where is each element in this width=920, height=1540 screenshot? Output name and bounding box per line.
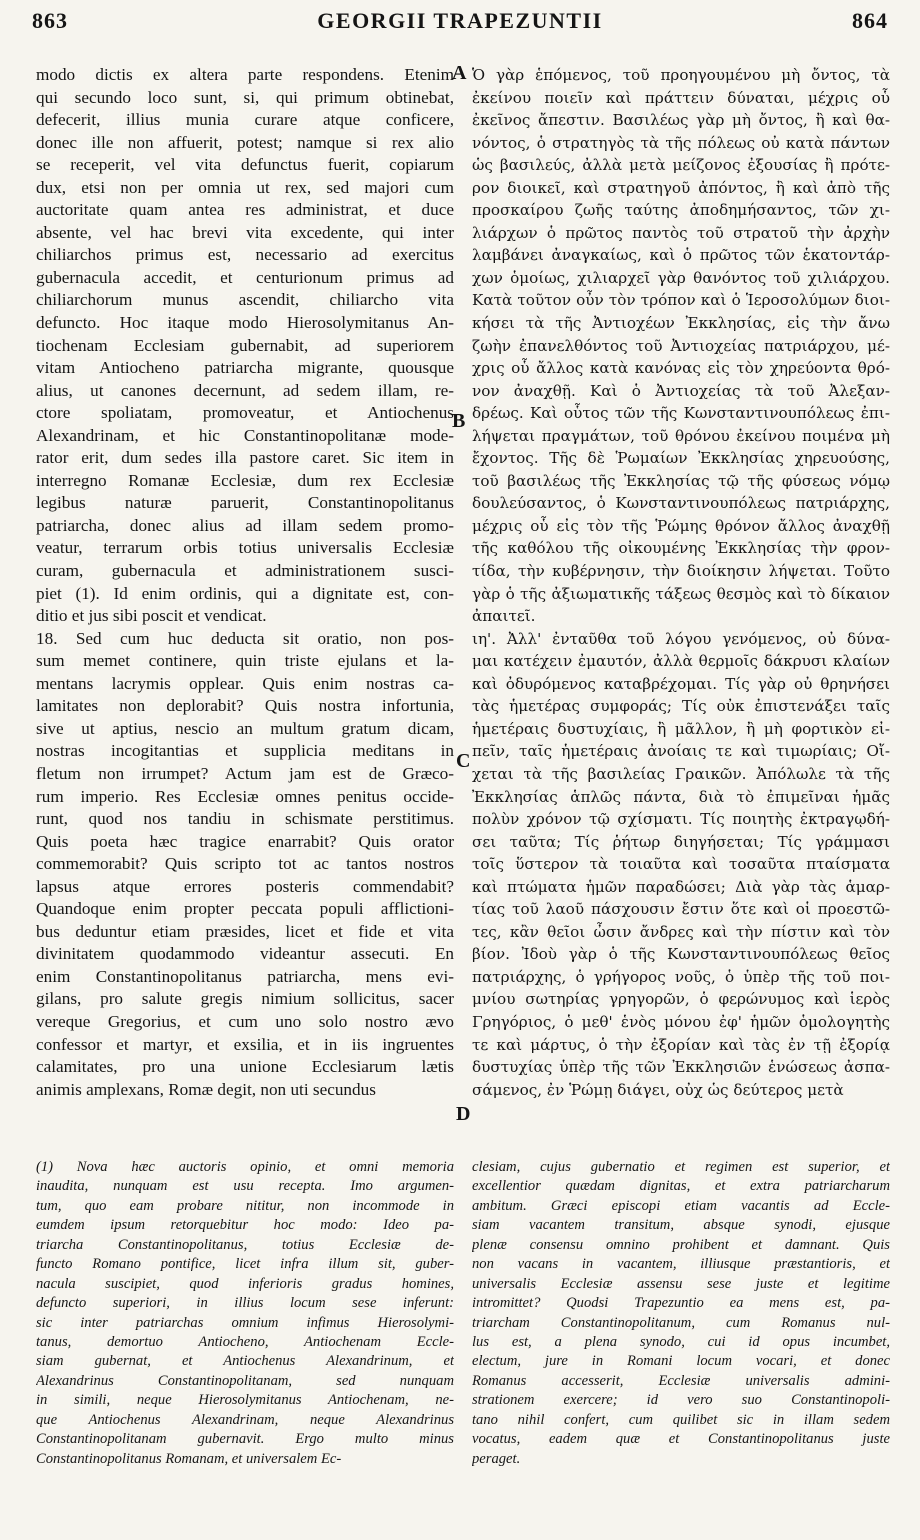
footnote-left-line: functo Romano pontifice, licet infra illum sit, guber- [36, 1256, 454, 1273]
greek-line: σάμενος, ἐν Ῥώμῃ διάγει, οὐχ ὡς δεύτερος μετὰ [472, 1080, 844, 1099]
greek-line: καὶ πτώματα ἡμῶν παραδώσει; Διὰ γὰρ τὰς ἁμαρ- [472, 877, 890, 896]
footnote-left-line: Alexandrinus Constantinopolitanam, sed nunquam [36, 1372, 454, 1389]
greek-line: νόντος, ὁ στρατηγὸς τὰ τῆς πόλεως οὐ κατὰ πάντων [472, 133, 890, 152]
latin-line: confessor et martyr, et exsilia, et in iis ingruentes [36, 1034, 454, 1054]
greek-line: μέχρις οὗ εἰς τὸν τῆς Ῥώμης θρόνον ἄλλος ἀναχθῇ [472, 516, 890, 535]
latin-line: patriarcha, donec alius ad illam sedem promo- [36, 515, 454, 535]
greek-line: πατριάρχης, ὁ γρήγορος νοῦς, ὁ ὑπὲρ τῆς τοῦ ποι- [472, 967, 890, 986]
margin-letter-b: B [452, 410, 466, 432]
greek-line: ἡμετέραις δυστυχίαις, ἢ μᾶλλον, ἢ μὴ φορτικὸν εἰ- [472, 719, 890, 738]
latin-line: veatur, terrarum orbis totius universalis Ecclesiæ [36, 538, 454, 558]
footnote-left-line: nacula suscipiet, quod inferioris gradus homines, [36, 1275, 454, 1292]
latin-line: se receperit, vel vita defunctus fuerit, copiarum [36, 155, 454, 175]
footnote-left-line: defuncto superiori, in illius locum sese inferunt: [36, 1295, 454, 1312]
greek-line: Ὁ γὰρ ἑπόμενος, τοῦ προηγουμένου μὴ ὄντος, τὰ [472, 66, 890, 84]
latin-line: animis amplexans, Romæ degit, non uti secundus [36, 1079, 376, 1099]
greek-line: ὡς βασιλεύς, ἀλλὰ μετὰ μείζονος ἐξουσίας ἢ πρότε- [472, 156, 890, 175]
footnote-left-line: que Antiochenus Alexandrinam, neque Alexandrinus [36, 1411, 454, 1428]
footnote-right-line: tano nihil confert, cum quilibet sic in illam sedem [472, 1411, 890, 1428]
latin-line: modo dictis ex altera parte respondens. Etenim [36, 65, 454, 84]
greek-line: δρέως. Καὶ οὗτος τῶν τῆς Κωνσταντινουπόλεως ἐπι- [472, 404, 890, 423]
greek-line: τες, κἂν θεῖοι ὦσιν ἄνδρες καὶ τὴν πίστιν καὶ τὸν [472, 922, 890, 941]
greek-line: μαι κατέχειν ἐμαυτόν, ἀλλὰ θερμοῖς δάκρυσι κλαίων [472, 652, 890, 671]
greek-line: ἔχοντος. Τῆς δὲ Ῥωμαίων Ἐκκλησίας χηρευούσης, [472, 449, 890, 468]
latin-column [36, 64, 454, 1101]
greek-line: πεῖν, ταῖς ἡμετέραις ἀνοίαις τε καὶ τιμωρίαις; Οἴ- [472, 742, 890, 761]
greek-line: τίας τοῦ λαοῦ πάσχουσιν ἔστιν ὅτε καὶ οἱ προεστῶ- [472, 900, 890, 919]
latin-line: donec ille non affuerit, potest; namque si rex alio [36, 132, 454, 152]
page-number-right: 864 [852, 8, 888, 33]
latin-line: piet (1). Id enim ordinis, qui a dignitate est, con- [36, 583, 454, 603]
greek-line: ιη'. Ἀλλ' ἐνταῦθα τοῦ λόγου γενόμενος, οὐ δύνα- [472, 629, 890, 648]
latin-line: mentans lacrymis opplear. Quis enim nostras ca- [36, 673, 454, 693]
latin-line: enim Constantinopolitanus patriarcha, mens evi- [36, 966, 454, 986]
greek-line: τε καὶ μάρτυς, ὁ τὴν ἐξορίαν καὶ τὰς ἐν τῇ ἐξορίᾳ [472, 1035, 890, 1054]
latin-line: sive ut aptius, nescio an multum gratum dicam, [36, 718, 454, 738]
latin-line: legibus naturæ paruerit, Constantinopolitanus [36, 493, 454, 513]
footnote-right-line: electum, jure in Romani locum vocari, et donec [472, 1353, 890, 1370]
greek-line: νον ἀναχθῇ. Καὶ ὁ Ἀντιοχείας τὰ τοῦ Ἀλεξαν- [472, 381, 890, 400]
footnote-left-line: Constantinopolitanus Romanam, et universalem Ec- [36, 1450, 342, 1467]
greek-line: λαμβάνει ἀναγκαίως, καὶ ὁ πρῶτος τῶν ἑκατοντάρ- [472, 246, 890, 265]
latin-line: gilans, pro salute gregis nimium sollicitus, sacer [36, 989, 454, 1009]
footnote-right-line: universalis Ecclesiæ assensu sese juste et legitime [472, 1275, 890, 1292]
greek-line: γὰρ ὁ τῆς ἀξιωματικῆς τάξεως θεσμὸς καὶ τὸ δίκαιον [472, 584, 890, 603]
greek-line: λιάρχων ὁ πρῶτος παντὸς τοῦ στρατοῦ τὴν ἀρχὴν [472, 223, 890, 242]
greek-line: βίον. Ἰδοὺ γὰρ ὁ τῆς Κωνσταντινουπόλεως θεῖος [472, 945, 890, 964]
footnote-left-line: (1) Nova hæc auctoris opinio, et omni memoria [36, 1159, 454, 1175]
latin-line: vereque Gregorius, et cum uno solo nostro ævo [36, 1011, 454, 1031]
greek-line: τίδα, τὴν κυβέρνησιν, τὴν διοίκησιν λήψεται. Τοῦτο [472, 562, 890, 581]
latin-line: fletum non irrumpet? Actum jam est de Græco- [36, 763, 454, 783]
footnote-left-line: eumdem ipsum retorquebitur hoc modo: Ideo pa- [36, 1217, 454, 1234]
greek-line: ἀπαιτεῖ. [472, 607, 536, 626]
footnote-right-line: Romanus accesserit, Ecclesiæ universalis admini- [472, 1372, 890, 1389]
latin-line: alius, ut canones decernunt, ad sedem illam, re- [36, 380, 454, 400]
latin-line: Quandoque enim propter peccata populi afflictioni- [36, 899, 454, 919]
greek-line: ρον διοικεῖ, καὶ στρατηγοῦ ἀπόντος, ἢ καὶ ἀπὸ τῆς [472, 178, 890, 197]
greek-line: κήσει τὰ τῆς Ἀντιοχέων Ἐκκλησίας, εἰς τὴν ἄνω [472, 314, 890, 333]
latin-line: vitam Antiocheno patriarcha migrante, quousque [36, 358, 454, 378]
greek-line: χεται τὰ τῆς βασιλείας Γραικῶν. Ἀπόλωλε τὰ τῆς [472, 764, 890, 783]
latin-line: chiliarchos primus est, necessario ad exercitus [36, 245, 454, 265]
latin-line: Quis poeta hæc tragice enarrabit? Quis orator [36, 831, 454, 851]
latin-line: nostras incogitantias et supplicia meditans in [36, 741, 454, 761]
latin-line: auctoritate quam antea res administrat, et duce [36, 200, 454, 220]
latin-line: calamitates, pro una unione Ecclesiarum lætis [36, 1057, 454, 1077]
footnote-right-line: excellentior quædam dignitas, et extra patriarcharum [472, 1178, 890, 1195]
greek-line: τοῦ βασιλέως τῆς Ἐκκλησίας τῷ τῆς φύσεως νόμῳ [472, 471, 890, 490]
page-number-left: 863 [32, 8, 68, 33]
footnote-right-line: non vacans in vacantem, illiusque præstantioris, et [472, 1256, 890, 1273]
footnote-right-line: intromittet? Quodsi Trapezuntio ea mens est, pa- [472, 1295, 890, 1312]
margin-letter-c: C [456, 750, 471, 772]
greek-line: ἐκείνου ποιεῖν καὶ πράττειν δύναται, μέχρις οὗ [472, 88, 890, 107]
greek-line: μνίου σωτηρίας γρηγορῶν, ὁ φερώνυμος καὶ ἱερὸς [472, 990, 890, 1009]
latin-line: ditio et jus sibi poscit et vendicat. [36, 606, 267, 626]
footnote-right-line: clesiam, cujus gubernatio et regimen est superior, et [472, 1159, 890, 1175]
greek-line: Γρηγόριος, ὁ μεθ' ἑνὸς μόνου ἐφ' ἡμῶν ὁμολογητὴς [472, 1012, 890, 1031]
footnote-right-line: vocatus, eadem quæ et Constantinopolitanus juste [472, 1431, 890, 1448]
greek-line: ζωὴν ἐπανελθόντος τοῦ Ἀντιοχείας πατριάρχου, μέ- [472, 336, 890, 355]
footnote-right-line: peraget. [472, 1450, 521, 1467]
latin-line: tiochenam Ecclesiam gubernabit, ad superiorem [36, 335, 454, 355]
greek-line: προσκαίρου ζωῆς ταύτης ἀποδημήσαντος, τῶν χι- [472, 201, 890, 220]
latin-line: absente, vel hac brevi vita excedente, qui inter [36, 222, 454, 242]
latin-line: commemorabit? Quis scripto tot ac tantos nostros [36, 854, 454, 874]
greek-line: δουλεύσαντος, ὁ Κωνσταντινουπόλεως πατριάρχης, [472, 494, 890, 513]
greek-line: τοῖς ὕστερον τὰ τοιαῦτα καὶ τοσαῦτα πταίσματα [472, 855, 890, 874]
latin-line: bus deduntur etiam præsides, licet et fide et vita [36, 921, 454, 941]
latin-line: 18. Sed cum huc deducta sit oratio, non pos- [36, 628, 454, 648]
latin-line: lapsus atque errores posteris commendabit? [36, 876, 454, 896]
margin-letter-d: D [456, 1103, 471, 1125]
latin-line: qui secundo loco sunt, si, qui primum obtinebat, [36, 87, 454, 107]
footnote-left-column [36, 1158, 454, 1469]
greek-line: χων ὁμοίως, χιλιαρχεῖ γὰρ θανόντος τοῦ χιλιάρχου. [472, 268, 890, 287]
footnote-right-line: ambitum. Græci episcopi etiam vacantis ad Eccle- [472, 1197, 890, 1214]
greek-line: σει ταῦτα; Τίς ῥήτωρ διηγήσεται; Τίς γράμμασι [472, 832, 890, 851]
latin-line: lamitates non deplorabit? Quis nostra infortunia, [36, 696, 454, 716]
footnote-left-line: tum, quo eam probare nititur, non incommode in [36, 1197, 454, 1214]
greek-line: καὶ ὀδυρόμενος καταβρέχομαι. Τίς γὰρ οὐ θρηνήσει [472, 674, 890, 693]
greek-line: Κατὰ τοῦτον οὖν τὸν τρόπον καὶ ὁ Ἱεροσολύμων διοι- [472, 291, 890, 310]
greek-column [472, 64, 890, 1101]
footnote-right-column [472, 1158, 890, 1469]
latin-line: sum memet continere, quin triste ejulans et la- [36, 651, 454, 671]
footnote-right-line: siam vacantem transitum, absque synodi, ejusque [472, 1217, 890, 1234]
greek-line: δυστυχίας ὑπὲρ τῆς τῶν Ἐκκλησιῶν ἑνώσεως ἀσπα- [472, 1058, 890, 1077]
latin-line: ctore spoliatam, promoveatur, et Antiochenus [36, 403, 454, 423]
greek-line: τὰς ἡμετέρας συμφοράς; Τίς οὐκ ἐπιστενάξει ταῖς [472, 697, 890, 716]
greek-line: χρις οὗ ἄλλος κατὰ κανόνας εἰς τὸν χηρεύοντα θρό- [472, 359, 890, 378]
greek-line: λήψεται πραγμάτων, τοῦ θρόνου ἐκείνου ποιμένα μὴ [472, 426, 890, 445]
footnote-left-line: sic inter patriarchas omnium infimus Hierosolymi- [36, 1314, 454, 1331]
latin-line: defuncto. Hoc itaque modo Hierosolymitanus An- [36, 313, 454, 333]
margin-letter-a: A [452, 62, 467, 84]
latin-line: dux, etsi non per omnia ut rex, sed majori cum [36, 177, 454, 197]
footnote-left-line: inaudita, nunquam est usu recepta. Imo argumen- [36, 1178, 454, 1195]
page-header [26, 8, 894, 48]
latin-line: defecerit, illius munia curare atque conficere, [36, 110, 454, 130]
latin-line: curam, gubernacula et administrationem susci- [36, 561, 454, 581]
footnote-left-line: siam gubernat, et Antiochenus Alexandrinum, et [36, 1353, 454, 1370]
latin-line: gubernacula accedit, et centurionum primus ad [36, 267, 454, 287]
greek-line: ἐκεῖνος ἄπεστιν. Βασιλέως γὰρ μὴ ὄντος, ἢ καὶ θα- [472, 111, 890, 130]
footnote-right-line: lus est, a plena synodo, cui id opus incumbet, [472, 1333, 890, 1350]
footnote-left-line: triarcha Constantinopolitanus, totius Ecclesiæ de- [36, 1236, 454, 1253]
footnote-left-line: Constantinopolitanam gubernavit. Ergo multo minus [36, 1431, 454, 1448]
footnote-left-line: in simili, neque Hierosolymitanus Antiochenam, ne- [36, 1392, 454, 1409]
footnote-right-line: triarcham Constantinopolitanum, cum Romanus nul- [472, 1314, 890, 1331]
latin-line: Alexandrinam, et hic Constantinopolitanæ mode- [36, 425, 454, 445]
greek-line: Ἐκκλησίας ἁπλῶς πάντα, διὰ τὸ ἐπιμεῖναι ἡμᾶς [472, 787, 890, 806]
footnote-right-line: plenæ consensu omnino prohibent et damnant. Quis [472, 1236, 890, 1253]
latin-line: rum imperio. Res Ecclesiæ omnes penitus occide- [36, 786, 454, 806]
latin-line: runt, quod nos tandiu in schismate perstitimus. [36, 809, 454, 829]
latin-line: divinitatem quodammodo videantur assecuti. En [36, 944, 454, 964]
running-title: GEORGII TRAPEZUNTII [317, 8, 603, 33]
latin-line: rator erit, dum sedes illa pastore caret. Sic item in [36, 448, 454, 468]
latin-line: chiliarchorum munus ascendit, chiliarcho vita [36, 290, 454, 310]
footnote-left-line: tanus, demortuo Antiocheno, Antiochenam Eccle- [36, 1333, 454, 1350]
footnote-right-line: strationem exercere; id vero suo Constantinopoli- [472, 1392, 890, 1409]
greek-line: πολὺν χρόνον τῷ σχίσματι. Τίς ποιητὴς ἐκτραγῳδή- [472, 810, 890, 829]
greek-line: τῆς καθόλου τῆς οἰκουμένης Ἐκκλησίας τὴν φρον- [472, 539, 890, 558]
latin-line: interregno Romanæ Ecclesiæ, dum rex Ecclesiæ [36, 470, 454, 490]
